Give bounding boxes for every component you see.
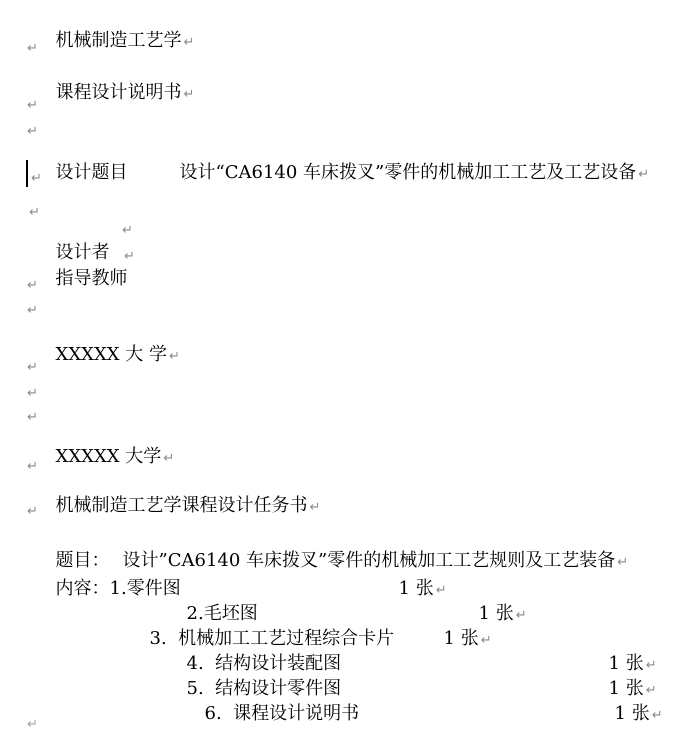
paragraph-mark-icon: ↵: [124, 249, 135, 264]
paragraph-mark-icon: ↵: [183, 35, 195, 50]
paragraph-mark-icon: ↵: [27, 278, 38, 293]
university-line: [0, 423, 696, 467]
paragraph-mark-icon: ↵: [435, 583, 447, 598]
paragraph-mark-icon: ↵: [31, 171, 42, 186]
paragraph-mark-icon: ↵: [163, 451, 175, 466]
paragraph-mark-icon: ↵: [169, 349, 180, 364]
content-item-1-text[interactable]: 内容：1.零件图: [55, 578, 181, 599]
empty-paragraph: [0, 500, 696, 522]
empty-paragraph: [0, 37, 696, 59]
spec-title-text[interactable]: 课程设计说明书: [55, 82, 182, 103]
paragraph-mark-icon: ↵: [27, 459, 38, 474]
advisor-line: [0, 245, 696, 289]
paragraph-mark-icon: ↵: [27, 98, 38, 113]
topic-line: [0, 527, 696, 571]
paragraph-mark-icon: ↵: [183, 87, 195, 102]
content-item-5-line: [0, 655, 696, 699]
topic-text[interactable]: 设计”CA6140 车床拨叉”零件的机械加工工艺规则及工艺装备: [122, 550, 616, 571]
empty-paragraph: [0, 94, 696, 116]
designer-label[interactable]: 设计者: [55, 242, 110, 263]
paragraph-mark-icon: ↵: [651, 708, 663, 723]
paragraph-mark-icon: ↵: [27, 303, 38, 318]
paragraph-mark-icon: ↵: [122, 223, 133, 238]
content-item-6-count[interactable]: 1 张: [614, 703, 650, 724]
university-name-spaced-text[interactable]: XXXXX 大 学: [55, 344, 168, 365]
paragraph-mark-icon: ↵: [645, 658, 657, 673]
content-item-2-text[interactable]: 2.毛坯图: [186, 603, 258, 624]
content-item-1-line: [0, 555, 696, 599]
design-topic-label[interactable]: 设计题目: [55, 162, 128, 183]
paragraph-mark-icon: ↵: [29, 205, 40, 220]
paragraph-mark-icon: ↵: [515, 608, 527, 623]
spec-title-line: [0, 59, 696, 103]
design-topic-line: [0, 139, 696, 183]
empty-paragraph: [0, 356, 696, 378]
content-item-5-count[interactable]: 1 张: [608, 678, 644, 699]
empty-paragraph: [0, 713, 696, 735]
content-item-2-line: [0, 580, 696, 624]
paragraph-mark-icon: ↵: [27, 124, 38, 139]
paragraph-mark-icon: ↵: [27, 41, 38, 56]
content-item-3-count[interactable]: 1 张: [443, 628, 479, 649]
topic-label[interactable]: 题目：: [55, 550, 110, 571]
content-item-3-text[interactable]: 3. 机械加工工艺过程综合卡片: [149, 628, 395, 649]
advisor-label[interactable]: 指导教师: [55, 268, 128, 289]
paragraph-mark-icon: ↵: [617, 555, 629, 570]
design-topic-text[interactable]: 设计“CA6140 车床拨叉”零件的机械加工工艺及工艺设备: [179, 162, 637, 183]
empty-paragraph: [0, 299, 696, 321]
content-item-5-text[interactable]: 5. 结构设计零件图: [186, 678, 342, 699]
content-item-4-line: [0, 630, 696, 674]
paragraph-mark-icon: ↵: [309, 500, 321, 515]
content-item-3-line: [0, 605, 696, 649]
university-name-text[interactable]: XXXXX 大学: [55, 446, 162, 467]
task-book-title-text[interactable]: 机械制造工艺学课程设计任务书: [55, 495, 308, 516]
university-line-spaced: [0, 321, 696, 365]
content-item-4-text[interactable]: 4. 结构设计装配图: [186, 653, 342, 674]
empty-paragraph: [0, 274, 696, 296]
designer-line: [0, 219, 696, 263]
paragraph-mark-icon: ↵: [27, 386, 38, 401]
paragraph-mark-icon: ↵: [638, 167, 650, 182]
content-item-6-text[interactable]: 6. 课程设计说明书: [204, 703, 360, 724]
content-item-6-line: [0, 680, 696, 724]
paragraph-mark-icon: ↵: [645, 683, 657, 698]
paragraph-mark-icon: ↵: [27, 410, 38, 425]
content-item-1-count[interactable]: 1 张: [398, 578, 434, 599]
task-book-title-line: [0, 472, 696, 516]
empty-paragraph: [0, 382, 696, 404]
course-name-line: [0, 7, 696, 51]
content-item-2-count[interactable]: 1 张: [478, 603, 514, 624]
paragraph-mark-icon: ↵: [27, 360, 38, 375]
paragraph-mark-icon: ↵: [27, 504, 38, 519]
paragraph-mark-icon: ↵: [480, 633, 492, 648]
empty-paragraph-with-caret: [0, 167, 696, 189]
paragraph-mark-icon: ↵: [27, 717, 38, 732]
content-item-4-count[interactable]: 1 张: [608, 653, 644, 674]
course-name-text[interactable]: 机械制造工艺学: [55, 30, 182, 51]
